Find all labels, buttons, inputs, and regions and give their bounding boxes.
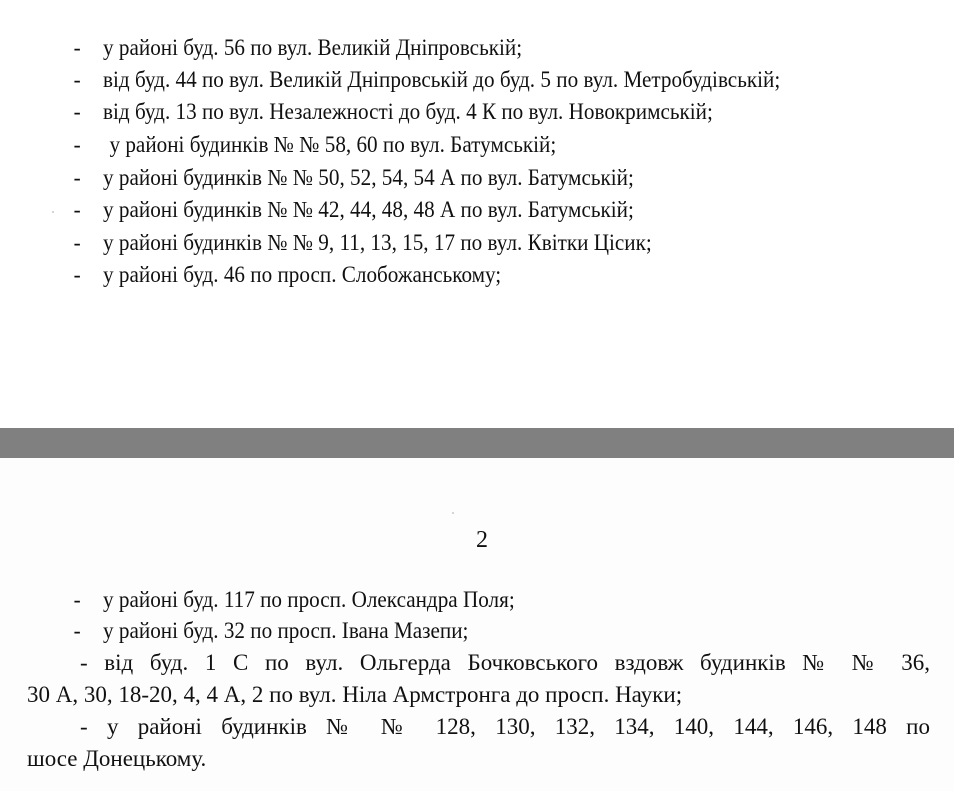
- list-item-text: у районі буд. 56 по вул. Великій Дніпровській;: [103, 35, 523, 60]
- scan-speck: [52, 211, 54, 213]
- scan-speck: [452, 512, 454, 514]
- list-dash: -: [73, 67, 81, 92]
- page-separator: [0, 428, 954, 458]
- list-item-text: у районі буд. 46 по просп. Слобожанському;: [103, 262, 502, 287]
- list-item-text: у районі буд. 32 по просп. Івана Мазепи;: [103, 618, 469, 643]
- paragraph-line: - у районі будинків № № 128, 130, 132, 134, 140, 144, 146, 148 по: [80, 714, 930, 739]
- list-item-text: у районі будинків № № 50, 52, 54, 54 А по вул. Батумській;: [103, 165, 634, 190]
- list-dash: -: [73, 165, 81, 190]
- list-dash: -: [73, 132, 81, 157]
- list-item-text: у районі буд. 117 по просп. Олександра Поля;: [103, 587, 515, 612]
- list-dash: -: [73, 197, 81, 222]
- list-dash: -: [73, 262, 81, 287]
- paragraph-line: - від буд. 1 С по вул. Ольгерда Бочковського вздовж будинків № № 36,: [80, 650, 930, 675]
- list-dash: -: [73, 230, 81, 255]
- list-dash: -: [73, 35, 81, 60]
- list-item-text: у районі будинків № № 42, 44, 48, 48 А по вул. Батумській;: [103, 197, 634, 222]
- list-dash: -: [73, 99, 81, 124]
- list-dash: -: [73, 618, 81, 643]
- list-item-text: від буд. 13 по вул. Незалежності до буд. 4 К по вул. Новокримській;: [103, 99, 713, 124]
- paragraph-line: 30 А, 30, 18-20, 4, 4 А, 2 по вул. Ніла Армстронга до просп. Науки;: [27, 682, 683, 707]
- list-item-text: у районі будинків № № 9, 11, 13, 15, 17 по вул. Квітки Цісик;: [103, 230, 652, 255]
- list-item-text: у районі будинків № № 58, 60 по вул. Батумській;: [109, 132, 557, 157]
- page-number: 2: [476, 527, 488, 553]
- list-dash: -: [73, 587, 81, 612]
- list-item-text: від буд. 44 по вул. Великій Дніпровській до буд. 5 по вул. Метробудівській;: [103, 67, 781, 92]
- justified-paragraph: [27, 647, 930, 711]
- paragraph-line: шосе Донецькому.: [27, 746, 207, 771]
- justified-paragraph: [27, 711, 930, 775]
